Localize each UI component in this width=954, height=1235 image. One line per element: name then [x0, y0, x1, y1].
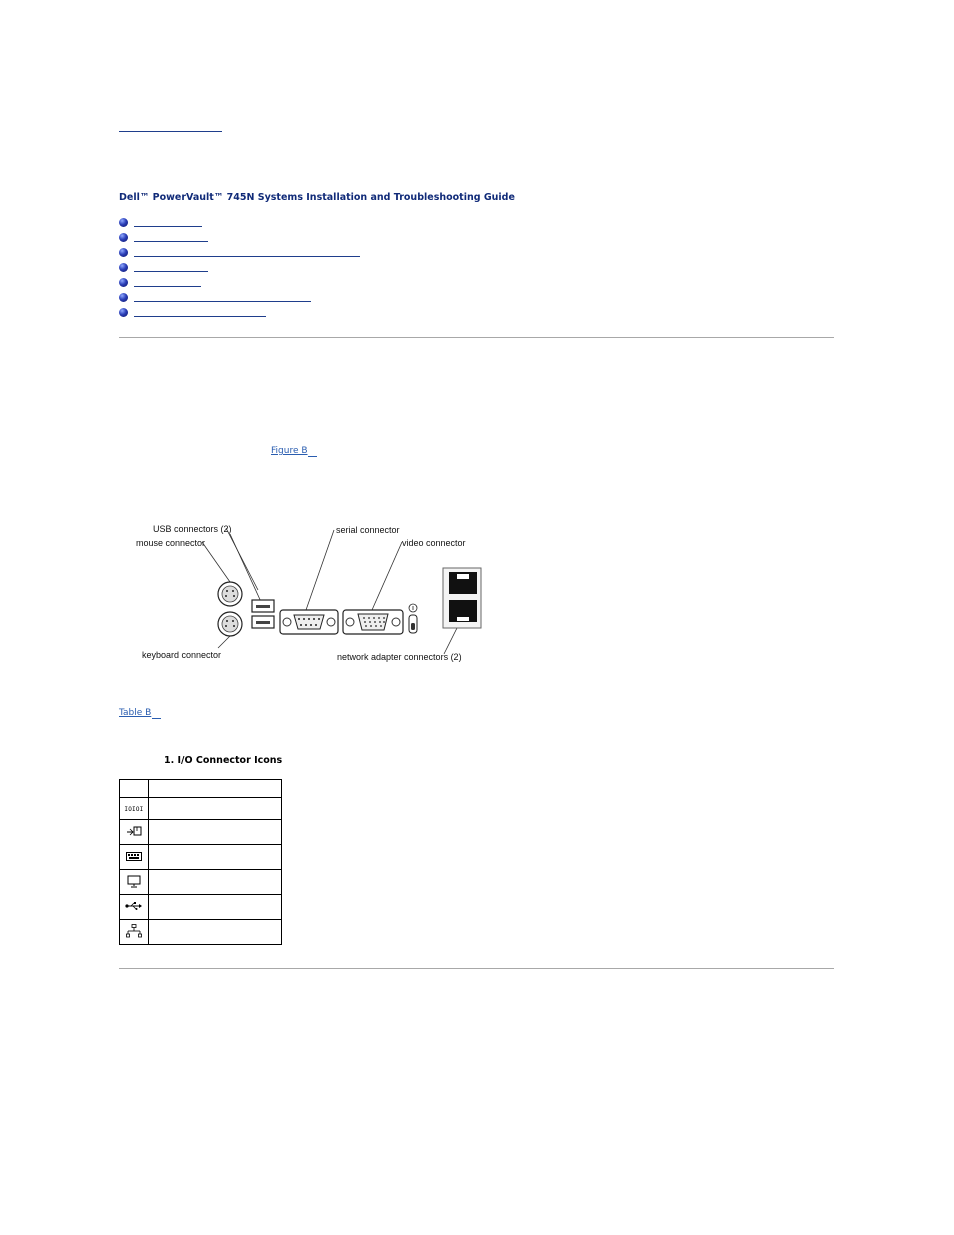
table-row [120, 920, 282, 945]
table-link-underline [152, 718, 161, 719]
guide-title: Dell™ PowerVault™ 745N Systems Installation and Troubleshooting Guide [119, 192, 515, 203]
table-desc-cell [148, 870, 281, 895]
video-port [343, 610, 403, 634]
mouse-connector-icon [126, 826, 142, 836]
table-icon-cell [120, 920, 149, 945]
network-connector-label: network adapter connectors (2) [337, 652, 462, 662]
figure-link-underline [308, 456, 317, 457]
table-header-cell [120, 780, 149, 798]
network-connector-icon [126, 924, 142, 938]
table-desc-cell [148, 798, 281, 820]
top-link[interactable] [119, 131, 222, 132]
nav-link[interactable] [134, 316, 266, 317]
bullet-icon [119, 263, 128, 272]
network-ports [443, 568, 481, 628]
table-icon-cell [120, 870, 149, 895]
figure-link[interactable]: Figure B [271, 446, 308, 456]
nav-link[interactable] [134, 256, 360, 257]
io-connector-diagram [130, 518, 490, 668]
video-connector-label: video connector [402, 538, 466, 548]
nav-link[interactable] [134, 241, 208, 242]
identification-indicator [409, 604, 417, 633]
serial-connector-label: serial connector [336, 525, 400, 535]
nav-link[interactable] [134, 301, 311, 302]
keyboard-port [218, 612, 242, 636]
mouse-port [218, 582, 242, 606]
table-header-row [120, 780, 282, 798]
table-desc-cell [148, 820, 281, 845]
table-caption: 1. I/O Connector Icons [164, 755, 283, 766]
usb-connector-icon [125, 901, 143, 911]
usb-connectors-label: USB connectors (2) [153, 524, 232, 534]
nav-link[interactable] [134, 286, 201, 287]
table-row [120, 798, 282, 820]
bullet-icon [119, 308, 128, 317]
bullet-icon [119, 293, 128, 302]
keyboard-connector-label: keyboard connector [142, 650, 222, 660]
divider [119, 968, 834, 969]
table-row [120, 845, 282, 870]
table-icon-cell [120, 845, 149, 870]
io-connector-icons-table [119, 779, 282, 945]
table-link[interactable]: Table B [119, 708, 152, 718]
table-desc-cell [148, 920, 281, 945]
bullet-icon [119, 278, 128, 287]
table-header-cell [148, 780, 281, 798]
table-row [120, 820, 282, 845]
table-desc-cell [148, 895, 281, 920]
usb-ports [252, 600, 274, 628]
keyboard-connector-icon [126, 852, 142, 861]
serial-connector-icon: IOIOI [124, 806, 144, 813]
serial-port [280, 610, 338, 634]
table-row [120, 870, 282, 895]
bullet-icon [119, 248, 128, 257]
divider [119, 337, 834, 338]
bullet-icon [119, 233, 128, 242]
table-icon-cell [120, 798, 149, 820]
table-desc-cell [148, 845, 281, 870]
bullet-icon [119, 218, 128, 227]
table-row [120, 895, 282, 920]
table-icon-cell [120, 820, 149, 845]
video-connector-icon [127, 875, 141, 888]
nav-link[interactable] [134, 271, 208, 272]
mouse-connector-label: mouse connector [136, 538, 206, 548]
table-icon-cell [120, 895, 149, 920]
nav-link[interactable] [134, 226, 202, 227]
